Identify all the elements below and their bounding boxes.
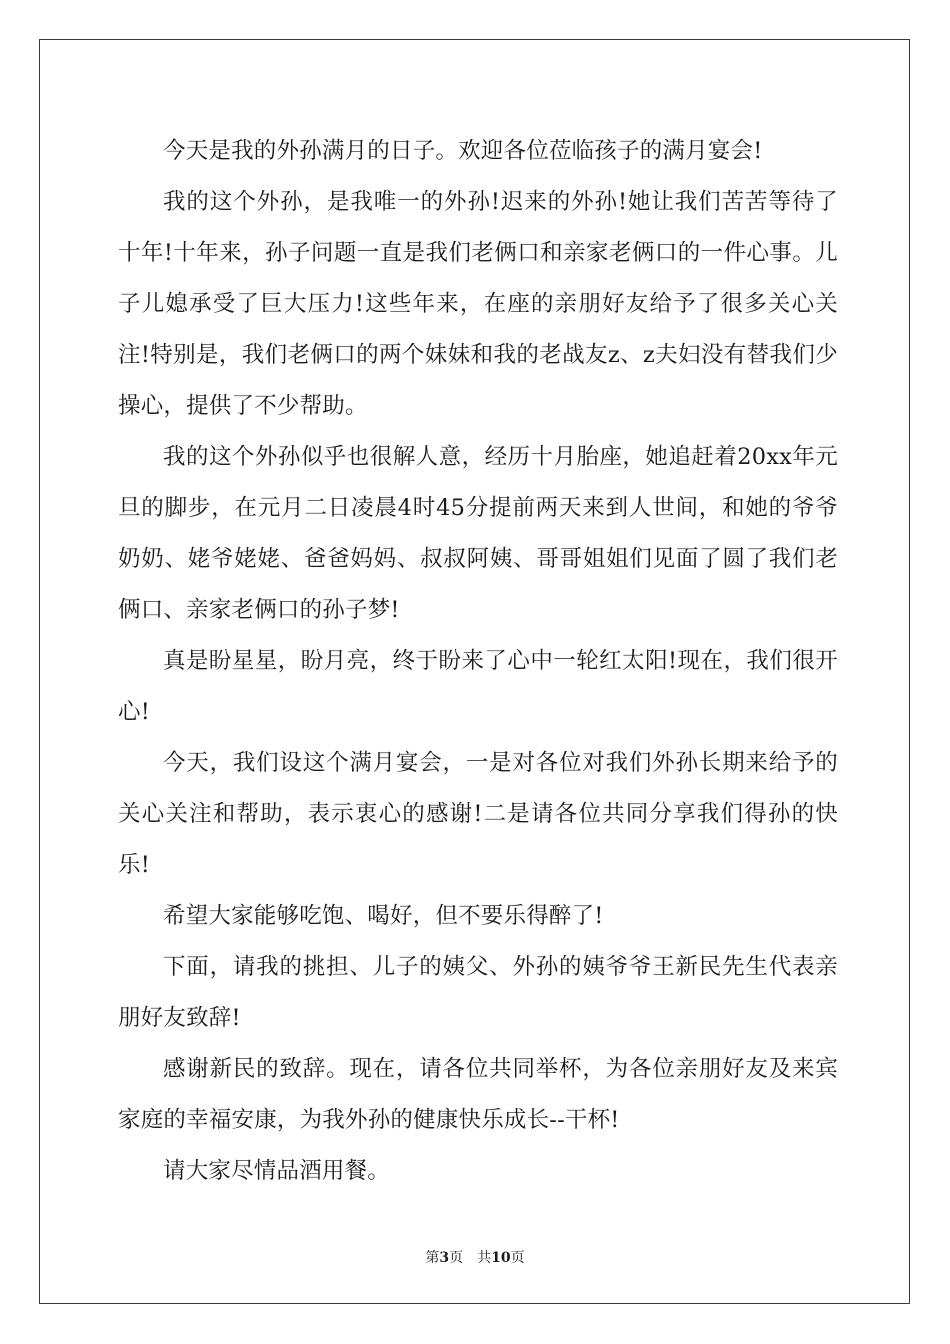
paragraph-7: 下面，请我的挑担、儿子的姨父、外孙的姨爷爷王新民先生代表亲朋好友致辞! — [118, 954, 838, 1031]
paragraph-6: 希望大家能够吃饱、喝好，但不要乐得醉了! — [163, 903, 604, 929]
paragraph-5: 今天，我们设这个满月宴会，一是对各位对我们外孙长期来给予的关心关注和帮助，表示衷心的感谢!二是请各位共同分享我们得孙的快乐! — [118, 750, 838, 878]
page-prefix: 第 — [425, 1250, 440, 1266]
paragraph-9: 请大家尽情品酒用餐。 — [163, 1158, 391, 1184]
paragraph-8: 感谢新民的致辞。现在，请各位共同举杯，为各位亲朋好友及来宾家庭的幸福安康，为我外孙的健康快乐成长--干杯! — [118, 1056, 838, 1133]
page-number: 3 — [439, 1250, 450, 1266]
total-pages: 10 — [491, 1250, 511, 1266]
paragraph-1: 今天是我的外孙满月的日子。欢迎各位莅临孩子的满月宴会! — [163, 138, 763, 164]
document-body — [118, 126, 838, 1197]
page-footer — [0, 1247, 950, 1267]
total-prefix: 共 — [477, 1250, 492, 1266]
total-suffix: 页 — [510, 1250, 525, 1266]
page-suffix: 页 — [449, 1250, 464, 1266]
paragraph-2: 我的这个外孙，是我唯一的外孙!迟来的外孙!她让我们苦苦等待了十年!十年来，孙子问题一直是我们老俩口和亲家老俩口的一件心事。儿子儿媳承受了巨大压力!这些年来，在座的亲朋好友给予了很多关心关注!特别是，我们老俩口的两个妹妹和我的老战友z、z夫妇没有替我们少操心，提供了不少帮助。 — [118, 189, 838, 419]
paragraph-3: 我的这个外孙似乎也很解人意，经历十月胎座，她追赶着20xx年元旦的脚步，在元月二日凌晨4时45分提前两天来到人世间，和她的爷爷奶奶、姥爷姥姥、爸爸妈妈、叔叔阿姨、哥哥姐姐们见面了圆了我们老俩口、亲家老俩口的孙子梦! — [118, 444, 838, 623]
paragraph-4: 真是盼星星，盼月亮，终于盼来了心中一轮红太阳!现在，我们很开心! — [118, 648, 838, 725]
